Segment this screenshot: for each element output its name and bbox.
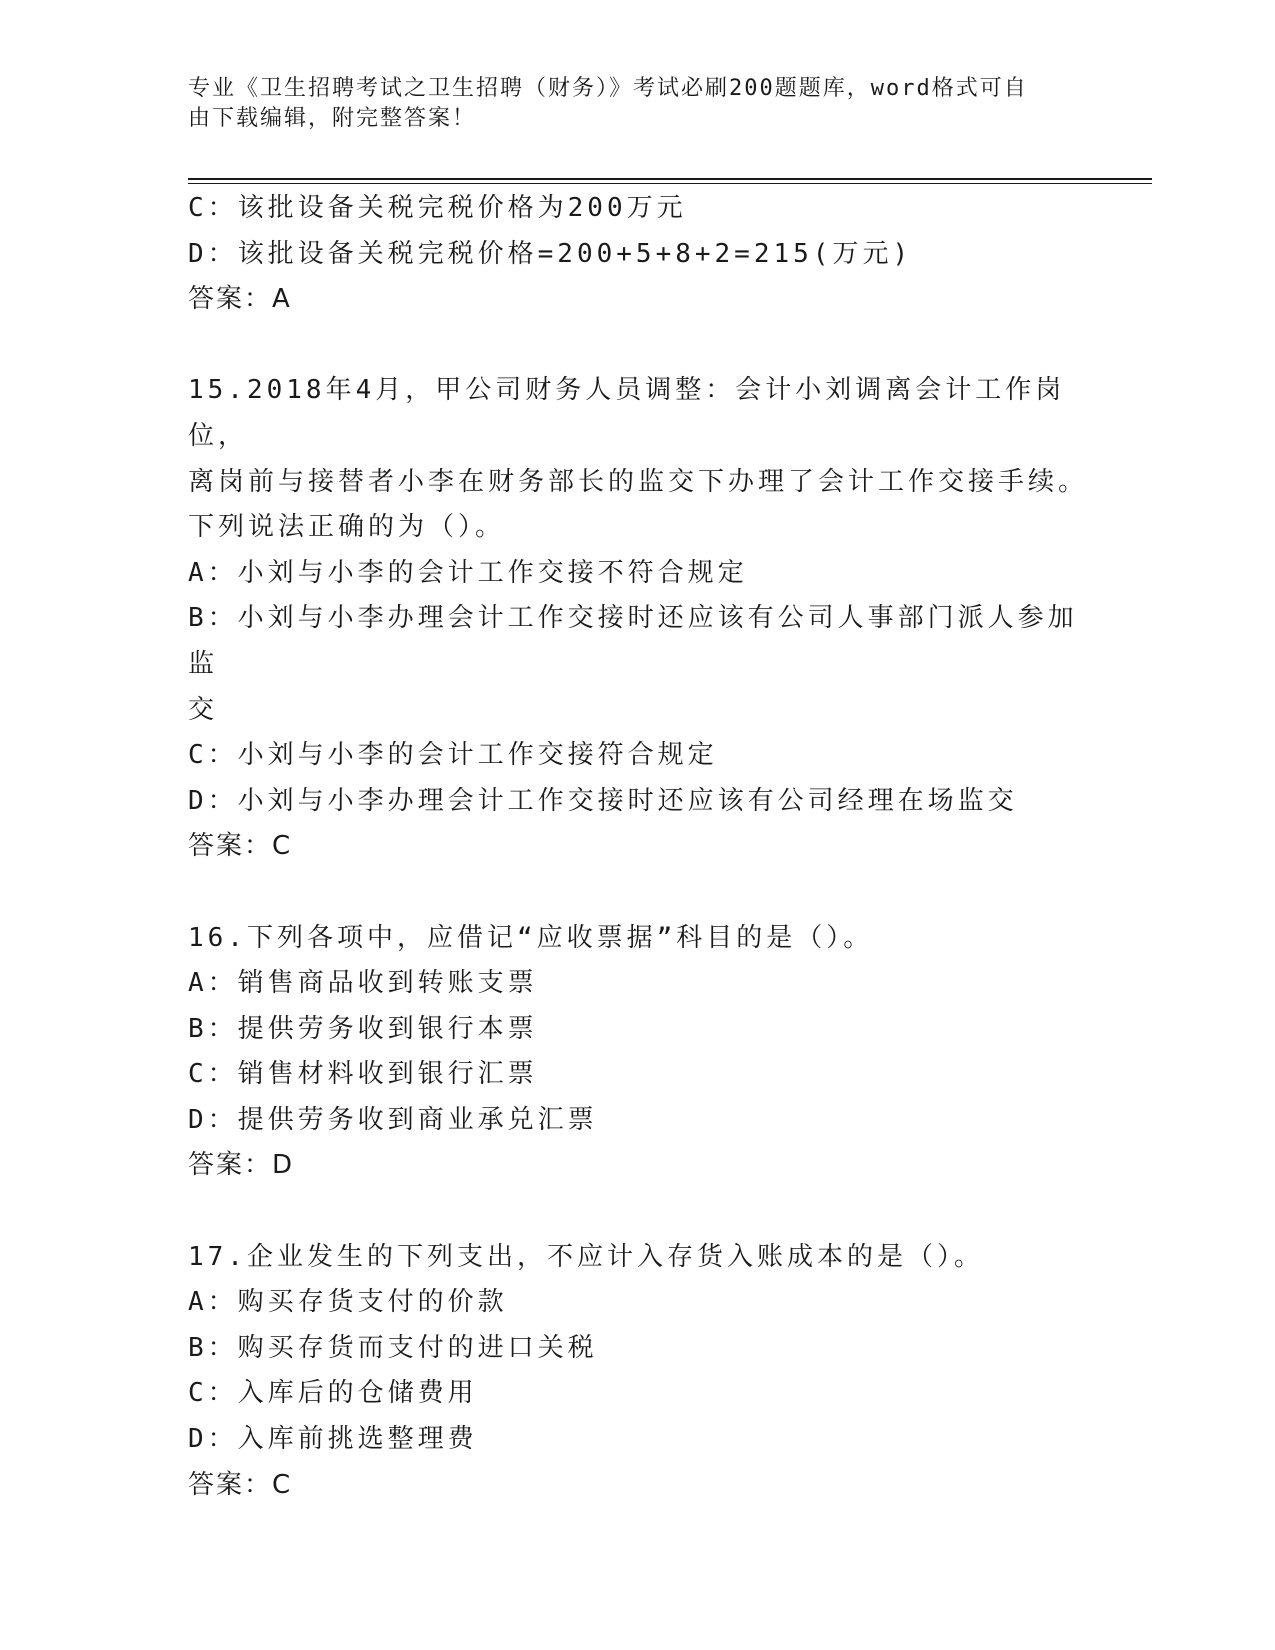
question-stem-line: 下列说法正确的为（）。 bbox=[188, 512, 506, 543]
document-header bbox=[188, 74, 1068, 134]
answer-line: 答案：C bbox=[188, 831, 293, 862]
question-content bbox=[188, 186, 1088, 1508]
spacer bbox=[188, 870, 1088, 916]
option-b-continued: 交 bbox=[188, 694, 219, 725]
answer-line: 答案：A bbox=[188, 284, 292, 315]
spacer bbox=[188, 323, 1088, 369]
option-a: A：小刘与小李的会计工作交接不符合规定 bbox=[188, 557, 748, 588]
option-b: B：小刘与小李办理会计工作交接时还应该有公司人事部门派人参加监 bbox=[188, 603, 1078, 679]
option-c: C：入库后的仓储费用 bbox=[188, 1378, 478, 1409]
option-b: B：购买存货而支付的进口关税 bbox=[188, 1332, 598, 1363]
header-rule-thick bbox=[188, 178, 1152, 180]
option-d: D：提供劳务收到商业承兑汇票 bbox=[188, 1104, 598, 1135]
answer-line: 答案：C bbox=[188, 1469, 293, 1500]
option-c: C：该批设备关税完税价格为200万元 bbox=[188, 193, 687, 223]
question-stem-line: 15.2018年4月，甲公司财务人员调整：会计小刘调离会计工作岗位， bbox=[188, 375, 1066, 451]
question-stem-line: 17.企业发生的下列支出，不应计入存货入账成本的是（）。 bbox=[188, 1241, 984, 1272]
option-d: D：入库前挑选整理费 bbox=[188, 1424, 478, 1455]
option-c: C：销售材料收到银行汇票 bbox=[188, 1059, 538, 1090]
question-15 bbox=[188, 368, 1088, 870]
question-16 bbox=[188, 916, 1088, 1190]
option-d: D：小刘与小李办理会计工作交接时还应该有公司经理在场监交 bbox=[188, 785, 1018, 816]
option-a: A：销售商品收到转账支票 bbox=[188, 968, 538, 999]
question-17 bbox=[188, 1235, 1088, 1509]
option-d: D：该批设备关税完税价格=200+5+8+2=215(万元) bbox=[188, 238, 913, 269]
question-stem-line: 离岗前与接替者小李在财务部长的监交下办理了会计工作交接手续。 bbox=[188, 466, 1089, 497]
option-a: A：购买存货支付的价款 bbox=[188, 1287, 508, 1318]
spacer bbox=[188, 1189, 1088, 1235]
answer-line: 答案：D bbox=[188, 1150, 295, 1181]
header-line-2: 由下载编辑，附完整答案！ bbox=[188, 106, 477, 131]
question-stem-line: 16.下列各项中，应借记“应收票据”科目的是（）。 bbox=[188, 922, 874, 953]
option-b: B：提供劳务收到银行本票 bbox=[188, 1013, 538, 1044]
header-line-1: 专业《卫生招聘考试之卫生招聘（财务）》考试必刷200题题库，word格式可自 bbox=[188, 76, 1028, 101]
option-c: C：小刘与小李的会计工作交接符合规定 bbox=[188, 740, 718, 771]
header-rule-thin bbox=[188, 183, 1152, 184]
question-14-tail bbox=[188, 186, 1088, 323]
